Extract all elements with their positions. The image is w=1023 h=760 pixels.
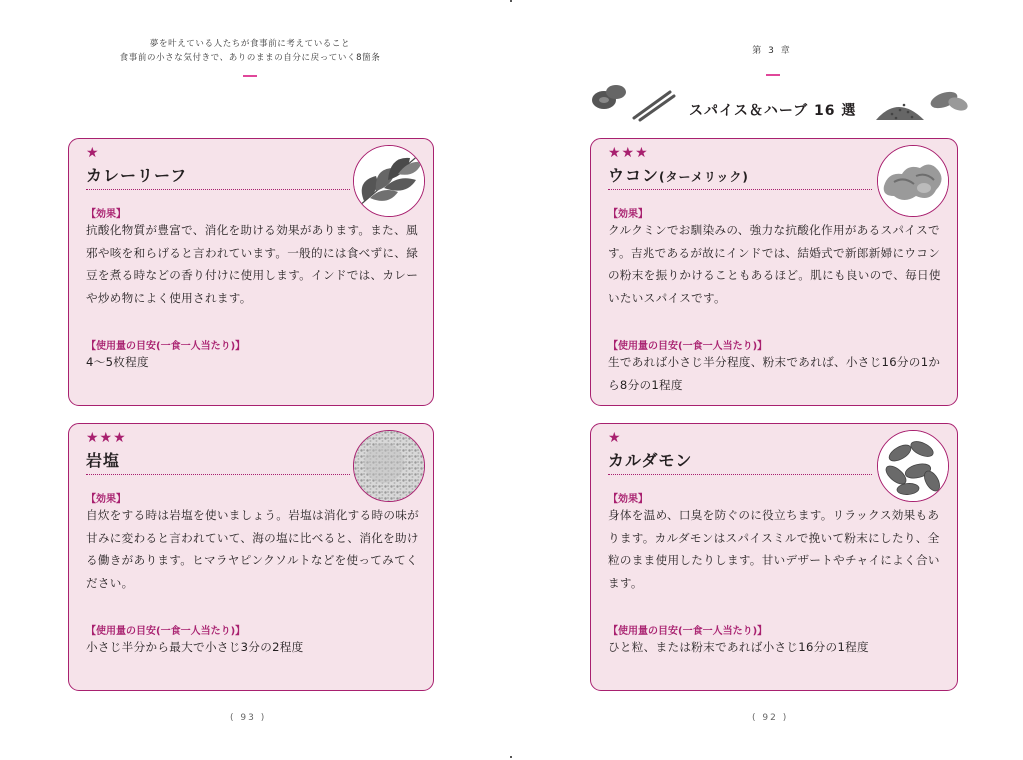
section-title: スパイス＆ハーブ 16 選 <box>689 103 857 119</box>
rating-stars: ★ <box>86 145 100 161</box>
page-number-value: 93 <box>240 713 256 723</box>
rock-salt-photo <box>353 430 425 502</box>
effect-text: クルクミンでお馴染みの、強力な抗酸化作用があるスパイスです。吉兆であるが故にインドでは、結婚式で新郎新婦にウコンの粉末を振りかけることもあるほど。肌にも良いので、毎日使いたいスパイスです。 <box>608 223 941 305</box>
page-number-value: 92 <box>762 713 778 723</box>
spice-name: カルダモン <box>608 451 693 470</box>
turmeric-photo <box>877 145 949 217</box>
dose-text: 生であれば小さじ半分程度、粉末であれば、小さじ16分の1から8分の1程度 <box>608 355 941 392</box>
spice-card-rock-salt <box>68 423 434 691</box>
dose-label: 【使用量の目安(一食一人当たり)】 <box>86 341 246 352</box>
spice-illustration-right <box>872 80 972 124</box>
dose-text: 4〜5枚程度 <box>86 355 149 369</box>
left-page <box>0 0 511 760</box>
divider <box>608 189 872 190</box>
page-number: ( 93 ) <box>230 713 267 723</box>
curry-leaf-photo <box>353 145 425 217</box>
spice-name: 岩塩 <box>86 451 121 470</box>
dose-text: 小さじ半分から最大で小さじ3分の2程度 <box>86 640 304 654</box>
spice-name-main: ウコン <box>608 166 660 185</box>
running-head-line-2: 食事前の小さな気付きで、ありのままの自分に戻っていく8箇条 <box>119 53 381 63</box>
effect-text: 抗酸化物質が豊富で、消化を助ける効果があります。また、風邪や咳を和らげると言われています。一般的には食べずに、緑豆を煮る時などの香り付けに使用します。インドでは、カレーや炒め物によく使用されます。 <box>86 223 419 305</box>
running-head-line-1: 夢を叶えている人たちが食事前に考えていること <box>149 39 351 49</box>
effect-label: 【効果】 <box>86 494 126 505</box>
spice-name: カレーリーフ <box>86 166 188 185</box>
spice-name <box>608 163 749 186</box>
rating-stars: ★ <box>608 430 622 446</box>
effect-label: 【効果】 <box>608 494 648 505</box>
chapter-heading: 第 3 章 <box>752 46 792 56</box>
running-head <box>0 37 500 65</box>
divider <box>86 474 350 475</box>
spice-card-turmeric <box>590 138 958 406</box>
divider <box>608 474 872 475</box>
head-dash <box>243 75 257 77</box>
spice-card-cardamom <box>590 423 958 691</box>
cardamom-photo <box>877 430 949 502</box>
divider <box>86 189 350 190</box>
dose-label: 【使用量の目安(一食一人当たり)】 <box>86 626 246 637</box>
spice-name-sub: (ターメリック) <box>659 170 749 184</box>
rating-stars: ★★★ <box>608 145 649 161</box>
dose-label: 【使用量の目安(一食一人当たり)】 <box>608 341 768 352</box>
right-page <box>512 0 1023 760</box>
effect-label: 【効果】 <box>608 209 648 220</box>
effect-label: 【効果】 <box>86 209 126 220</box>
spice-card-curry-leaf <box>68 138 434 406</box>
effect-text: 身体を温め、口臭を防ぐのに役立ちます。リラックス効果もあります。カルダモンはスパイスミルで挽いて粉末にしたり、全粒のまま使用したりします。甘いデザートやチャイによく合います。 <box>608 508 940 590</box>
effect-text: 自炊をする時は岩塩を使いましょう。岩塩は消化する時の味が甘みに変わると言われていて、海の塩に比べると、消化を助ける働きがあります。ヒマラヤピンクソルトなどを使ってみてください。 <box>86 508 420 590</box>
rating-stars: ★★★ <box>86 430 127 446</box>
spice-illustration-left <box>590 78 680 123</box>
head-dash <box>766 74 780 76</box>
dose-label: 【使用量の目安(一食一人当たり)】 <box>608 626 768 637</box>
dose-text: ひと粒、または粉末であれば小さじ16分の1程度 <box>608 640 869 654</box>
page-number: ( 92 ) <box>752 713 789 723</box>
